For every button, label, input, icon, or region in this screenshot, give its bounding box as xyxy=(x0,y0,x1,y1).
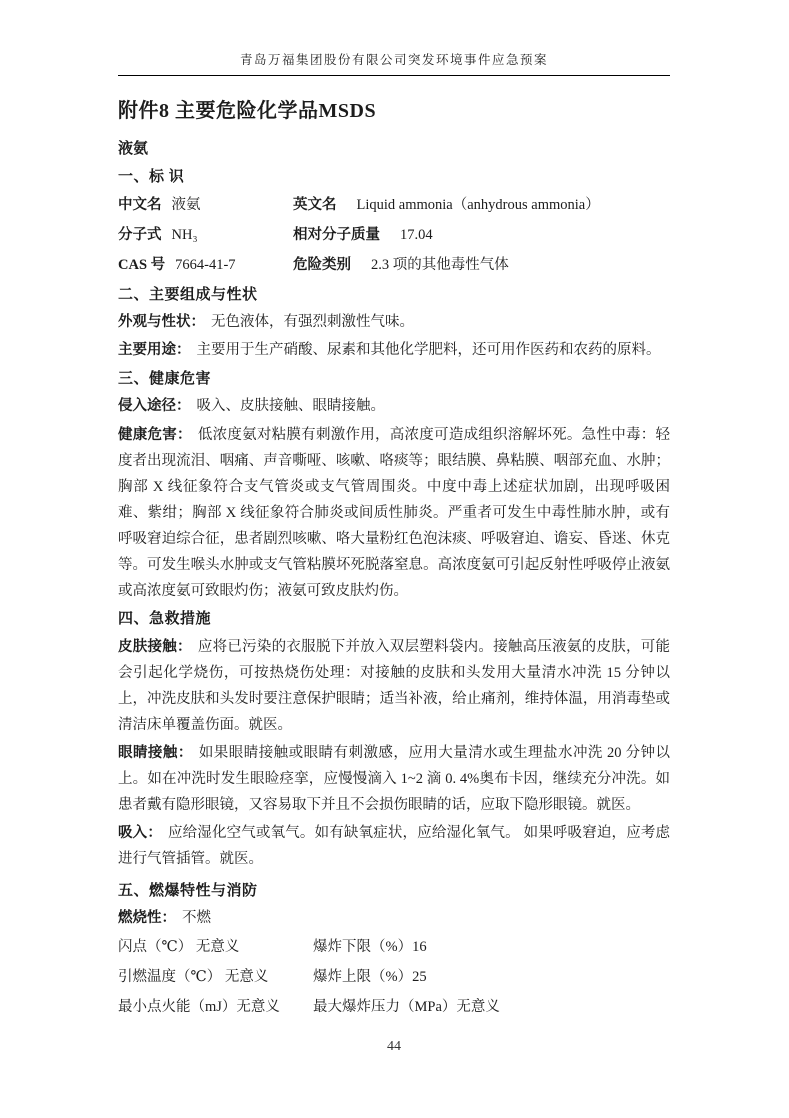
field-value: 主要用于生产硝酸、尿素和其他化学肥料，还可用作医药和农药的原料。 xyxy=(196,342,661,358)
header-title: 青岛万福集团股份有限公司突发环境事件应急预案 xyxy=(239,53,548,67)
field-label: CAS 号 xyxy=(118,257,166,273)
flammability-row xyxy=(118,904,670,932)
max-explosion-pressure-value: 最大爆炸压力（MPa）无意义 xyxy=(313,999,500,1015)
field-cas-number xyxy=(118,250,293,280)
fire-row-ignition-energy xyxy=(118,992,670,1022)
section-heading-first-aid: 四、急救措施 xyxy=(118,611,212,627)
skin-contact-paragraph xyxy=(118,634,670,738)
explosion-lower-limit-value: 爆炸下限（%）16 xyxy=(313,939,427,955)
paragraph-text: 如果眼睛接触或眼睛有刺激感，应用大量清水或生理盐水冲洗 20 分钟以上。如在冲洗时发生眼睑痉挛，应慢慢滴入 1~2 滴 0. 4%奥布卡因，继续充分冲洗。如患者戴有隐形眼镜，又容易取下并且不会损伤眼睛的话，应取下隐形眼镜。就医。 xyxy=(118,745,670,813)
paragraph-label: 皮肤接触： xyxy=(118,639,192,655)
field-label: 分子式 xyxy=(118,227,162,243)
field-value: 液氨 xyxy=(171,197,201,213)
min-ignition-energy-value: 最小点火能（mJ）无意义 xyxy=(118,999,280,1015)
field-value: 不燃 xyxy=(182,910,211,926)
field-molecular-formula xyxy=(118,220,293,250)
main-use-row xyxy=(118,336,670,364)
field-label: 英文名 xyxy=(293,197,337,213)
paragraph-text: 应将已污染的衣服脱下并放入双层塑料袋内。接触高压液氨的皮肤，可能会引起化学烧伤，可按热烧伤处理：对接触的皮肤和头发用大量清水冲洗 15 分钟以上，冲洗皮肤和头发时要注意保护眼睛；适当补液，给止痛剂，维持体温，用消毒垫或清洁床单覆盖伤面。就医。 xyxy=(118,639,671,733)
field-value: 无色液体，有强烈刺激性气味。 xyxy=(211,314,414,330)
field-label: 燃烧性： xyxy=(118,910,176,926)
health-hazard-paragraph xyxy=(118,422,670,604)
field-english-name xyxy=(293,190,670,220)
chemical-name: 液氨 xyxy=(118,141,149,157)
field-value: 17.04 xyxy=(400,227,433,243)
paragraph-text: 低浓度氨对粘膜有刺激作用，高浓度可造成组织溶解坏死。急性中毒：轻度者出现流泪、咽痛、声音嘶哑、咳嗽、咯痰等；眼结膜、鼻粘膜、咽部充血、水肿；胸部 X 线征象符合支气管炎或支气管周围炎。中度中毒上述症状加剧，出现呼吸困难、紫绀；胸部 X 线征象符合肺炎或间质性肺炎。严重者可发生中毒性肺水肿，或有呼吸窘迫综合征，患者剧烈咳嗽、咯大量粉红色泡沫痰、呼吸窘迫、谵妄、昏迷、休克等。可发生喉头水肿或支气管粘膜坏死脱落窒息。高浓度氨可引起反射性呼吸停止液氨或高浓度氨可致眼灼伤；液氨可致皮肤灼伤。 xyxy=(118,427,671,599)
field-label: 中文名 xyxy=(118,197,162,213)
page-number: 44 xyxy=(387,1039,401,1054)
field-value: 吸入、皮肤接触、眼睛接触。 xyxy=(196,398,385,414)
flash-point-value: 闪点（℃） 无意义 xyxy=(118,939,240,955)
identification-row-cas xyxy=(118,250,670,280)
field-label: 侵入途径： xyxy=(118,398,191,414)
field-value: 7664-41-7 xyxy=(175,257,236,273)
field-hazard-class xyxy=(293,250,670,280)
field-label: 外观与性状： xyxy=(118,314,205,330)
field-label: 相对分子质量 xyxy=(293,227,380,243)
section-heading-health: 三、健康危害 xyxy=(118,371,212,387)
ignition-temperature-value: 引燃温度（℃） 无意义 xyxy=(118,969,269,985)
paragraph-label: 眼睛接触： xyxy=(118,745,193,761)
field-value: 2.3 项的其他毒性气体 xyxy=(371,257,509,273)
fire-row-flash-point xyxy=(118,932,670,962)
inhalation-paragraph xyxy=(118,820,670,872)
document-title: 附件8 主要危险化学品MSDS xyxy=(118,100,377,122)
field-molecular-weight xyxy=(293,220,670,250)
page-footer xyxy=(118,1038,670,1056)
field-value: NH₃ xyxy=(171,227,198,243)
eye-contact-paragraph xyxy=(118,740,670,818)
identification-row-formula xyxy=(118,220,670,250)
identification-row-name xyxy=(118,190,670,220)
field-chinese-name xyxy=(118,190,293,220)
field-label: 危险类别 xyxy=(293,257,351,273)
field-value: Liquid ammonia（anhydrous ammonia） xyxy=(356,197,600,213)
paragraph-label: 健康危害： xyxy=(118,427,192,443)
section-heading-identification: 一、标 识 xyxy=(118,169,185,185)
section-heading-fire: 五、燃爆特性与消防 xyxy=(118,883,258,899)
section-heading-composition: 二、主要组成与性状 xyxy=(118,287,258,303)
fire-row-ignition-temp xyxy=(118,962,670,992)
paragraph-text: 应给湿化空气或氧气。如有缺氧症状，应给湿化氧气。 如果呼吸窘迫，应考虑进行气管插管。就医。 xyxy=(118,825,671,867)
explosion-upper-limit-value: 爆炸上限（%）25 xyxy=(313,969,427,985)
paragraph-label: 吸入： xyxy=(118,825,162,841)
appearance-row xyxy=(118,308,670,336)
field-label: 主要用途： xyxy=(118,342,191,358)
page-header xyxy=(118,0,670,76)
exposure-routes-row xyxy=(118,392,670,420)
